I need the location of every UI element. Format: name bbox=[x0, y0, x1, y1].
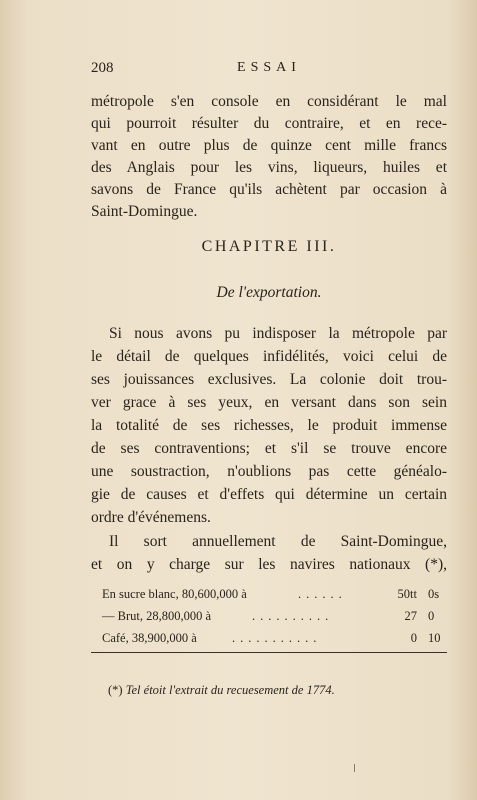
text-line: des Anglais pour les vins, liqueurs, huiles et bbox=[91, 159, 447, 176]
text-line: métropole s'en console en considérant le mal bbox=[91, 93, 447, 110]
text-line: une soustraction, n'oublions pas cette généalo- bbox=[91, 463, 447, 480]
row-label: En sucre blanc, 80,600,000 à bbox=[102, 587, 247, 601]
text-line: la totalité de ses richesses, le produit immense bbox=[91, 417, 447, 434]
page-number: 208 bbox=[91, 60, 114, 76]
leader-dots: ........... bbox=[232, 631, 322, 645]
text-line: et on y charge sur les navires nationaux (*), bbox=[91, 556, 447, 573]
row-value-livres: 0 bbox=[410, 631, 417, 645]
chapter-title: CHAPITRE III. bbox=[201, 238, 337, 255]
chapter-subtitle: De l'exportation. bbox=[216, 284, 322, 301]
page-header bbox=[91, 60, 447, 80]
row-label: — Brut, 28,800,000 à bbox=[102, 609, 212, 623]
row-value-livres: 27 bbox=[404, 609, 417, 623]
footnote-rule bbox=[91, 652, 447, 653]
text-line: ses jouissances exclusives. La colonie doit trou- bbox=[91, 371, 447, 388]
text-line: ver grace à ses yeux, en versant dans son sein bbox=[91, 394, 447, 411]
text-line: qui pourroit résulter du contraire, et en rece- bbox=[91, 115, 447, 132]
running-title: ESSAI bbox=[237, 60, 301, 75]
row-value-sols: 0 bbox=[428, 609, 435, 623]
text-line: gie de causes et d'effets qui détermine un certain bbox=[91, 486, 447, 503]
leader-dots: ...... bbox=[298, 587, 347, 601]
text-line: savons de France qu'ils achètent par occasion à bbox=[91, 181, 447, 198]
footnote-mark: (*) bbox=[108, 683, 123, 697]
print-mark bbox=[354, 764, 355, 772]
text-line: de ses contraventions; et s'il se trouve encore bbox=[91, 440, 447, 457]
table-row bbox=[102, 606, 446, 626]
text-line: ordre d'événemens. bbox=[91, 509, 211, 526]
text-line: Saint-Domingue. bbox=[91, 203, 198, 220]
text-line: Il sort annuellement de Saint-Domingue, bbox=[109, 533, 447, 550]
text-line: le détail de quelques infidélités, voici celui de bbox=[91, 348, 447, 365]
text-line: Si nous avons pu indisposer la métropole par bbox=[109, 325, 447, 342]
text-line: vant en outre plus de quinze cent mille francs bbox=[91, 137, 447, 154]
row-label: Café, 38,900,000 à bbox=[102, 631, 197, 645]
footnote bbox=[108, 683, 438, 698]
table-row bbox=[102, 584, 446, 604]
row-value-livres: 50tt bbox=[397, 587, 417, 601]
row-value-sols: 0s bbox=[428, 587, 440, 601]
footnote-text: Tel étoit l'extrait du recuesement de 1774. bbox=[125, 683, 335, 697]
row-value-sols: 10 bbox=[428, 631, 441, 645]
leader-dots: .......... bbox=[252, 609, 334, 623]
table-row bbox=[102, 628, 446, 648]
